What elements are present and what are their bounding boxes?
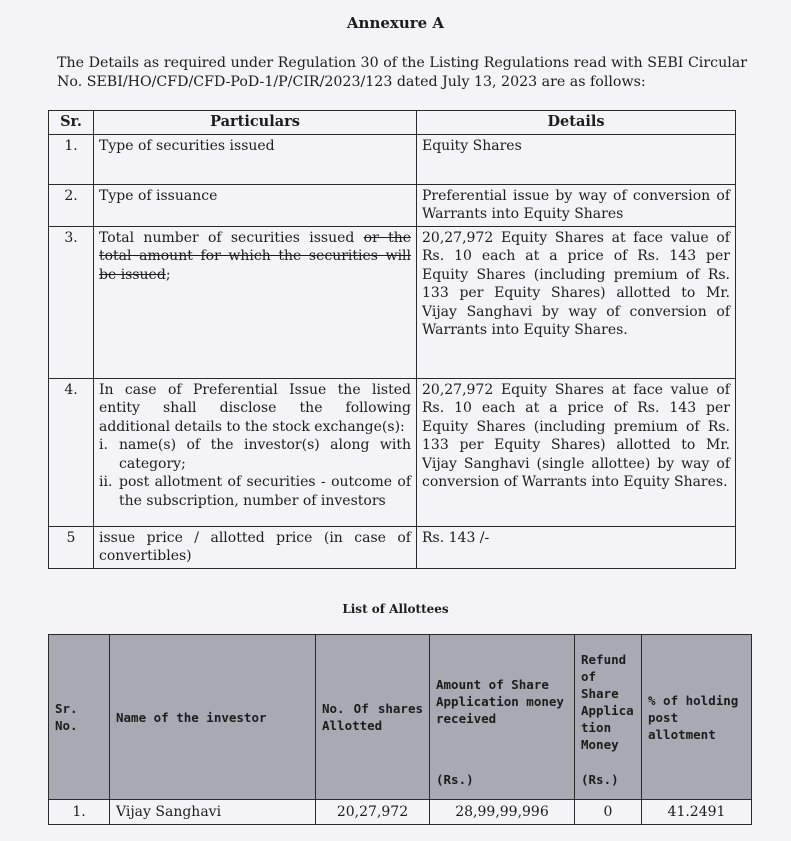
sub-item: [99, 436, 411, 473]
row-sr: 3.: [49, 226, 94, 378]
header-refund-label: Refund of Share Applica tion Money: [581, 652, 634, 752]
sub-list: [99, 436, 411, 510]
allottee-amount: 28,99,99,996: [430, 800, 575, 825]
row-details: 20,27,972 Equity Shares at face value of Rs. 10 each at a price of Rs. 143 per Equity Shares (including premium of Rs. 133 per Equity Shares) allotted to Mr. Vijay Sanghavi by way of conversion of Warrants into Equity Shares.: [417, 226, 736, 378]
row-particulars: Type of securities issued: [94, 134, 417, 184]
row-sr: 5: [49, 526, 94, 568]
row-particulars: issue price / allotted price (in case of convertibles): [94, 526, 417, 568]
row-sr: 2.: [49, 184, 94, 226]
row-details: 20,27,972 Equity Shares at face value of Rs. 10 each at a price of Rs. 143 per Equity Shares (including premium of Rs. 133 per Equity Shares) allotted to Mr. Vijay Sanghavi (single allottee) by way of conversion of Warrants into Equity Shares.: [417, 378, 736, 526]
allottee-row: [49, 800, 752, 825]
header-refund-unit: (Rs.): [581, 772, 619, 787]
details-row-3: [49, 226, 736, 378]
row-details: Preferential issue by way of conversion of Warrants into Equity Shares: [417, 184, 736, 226]
allottees-caption: List of Allottees: [342, 602, 449, 616]
header-shares-allotted: No. Of shares Allotted: [316, 635, 430, 800]
allottee-name: Vijay Sanghavi: [110, 800, 316, 825]
details-row-4: [49, 378, 736, 526]
allottee-refund: 0: [575, 800, 642, 825]
sub-item-text: name(s) of the investor(s) along with category;: [119, 437, 411, 472]
header-amount-unit: (Rs.): [436, 772, 474, 787]
details-header-row: [49, 111, 736, 135]
allottee-shares: 20,27,972: [316, 800, 430, 825]
row-details: Rs. 143 /-: [417, 526, 736, 568]
particulars-tail: ;: [165, 266, 171, 283]
intro-paragraph: The Details as required under Regulation 30 of the Listing Regulations read with SEBI Circular No. SEBI/HO/CFD/CFD-PoD-1/P/CIR/2023/123 dated July 13, 2023 are as follows:: [57, 55, 747, 90]
sub-item-text: post allotment of securities - outcome of the subscription, number of investors: [119, 474, 411, 509]
header-details: Details: [417, 111, 736, 135]
row-particulars: [94, 226, 417, 378]
header-investor-name: Name of the investor: [110, 635, 316, 800]
allottees-header-row: [49, 635, 752, 800]
header-sr: Sr.: [49, 111, 94, 135]
sub-item: [99, 473, 411, 510]
particulars-text: In case of Preferential Issue the listed entity shall disclose the following additional details to the stock exchange(s):: [99, 381, 411, 435]
sub-item-number: ii.: [99, 474, 113, 490]
struck-text: or the total amount for which the securities will be issued: [99, 229, 412, 283]
allottee-holding: 41.2491: [642, 800, 752, 825]
details-row-1: [49, 134, 736, 184]
allottee-sr: 1.: [49, 800, 110, 825]
header-particulars: Particulars: [94, 111, 417, 135]
particulars-text: Total number of securities issued: [99, 229, 364, 246]
details-row-2: [49, 184, 736, 226]
sub-item-number: i.: [99, 437, 108, 453]
row-sr: 4.: [49, 378, 94, 526]
details-row-5: [49, 526, 736, 568]
header-amount-label: Amount of Share Application money received: [436, 677, 564, 726]
row-particulars: Type of issuance: [94, 184, 417, 226]
details-table: [48, 110, 736, 569]
header-holding: % of holding post allotment: [642, 635, 752, 800]
allottees-table: [48, 634, 752, 825]
page-title: Annexure A: [346, 14, 445, 32]
row-particulars: [94, 378, 417, 526]
header-amount: [430, 635, 575, 800]
header-refund: [575, 635, 642, 800]
header-sr-no: Sr. No.: [49, 635, 110, 800]
row-sr: 1.: [49, 134, 94, 184]
row-details: Equity Shares: [417, 134, 736, 184]
